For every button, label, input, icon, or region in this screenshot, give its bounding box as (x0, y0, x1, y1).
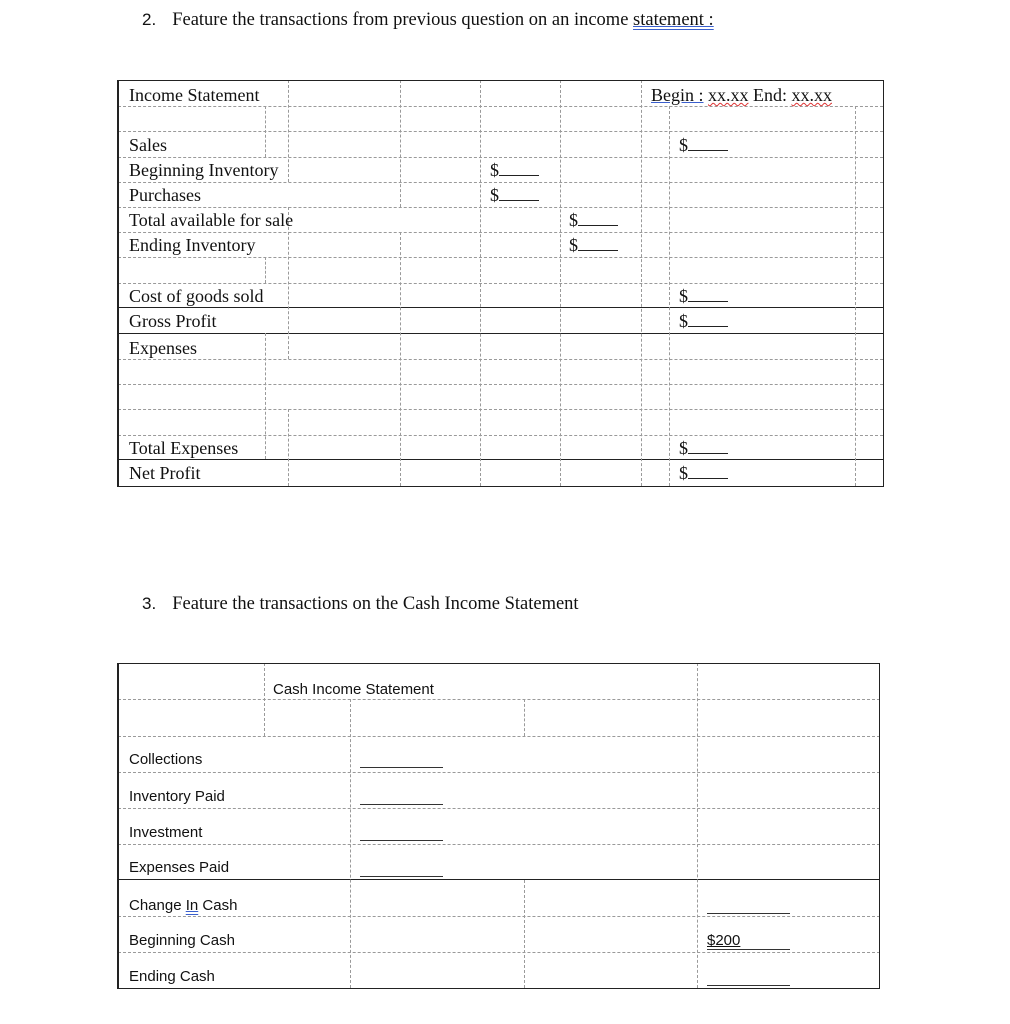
begin-value: xx.xx (708, 85, 749, 105)
row-label-inventory-paid: Inventory Paid (129, 788, 225, 805)
row-label-change-in-cash: Change In Cash (129, 897, 238, 914)
row-label-beginning-inventory: Beginning Inventory (129, 160, 279, 180)
end-label: End: (753, 85, 787, 105)
gross-profit-amount-field[interactable]: $ (679, 310, 728, 332)
row-label-expenses: Expenses (129, 338, 197, 358)
begin-label: Begin : (651, 85, 704, 105)
income-statement-title: Income Statement (129, 85, 260, 105)
row-label-investment: Investment (129, 824, 203, 841)
inventory-paid-amount-field[interactable] (360, 804, 443, 805)
row-label-net-profit: Net Profit (129, 463, 201, 483)
cogs-amount-field[interactable]: $ (679, 285, 728, 307)
collections-amount-field[interactable] (360, 767, 443, 768)
purchases-amount-field[interactable]: $ (490, 184, 539, 206)
row-label-beginning-cash: Beginning Cash (129, 932, 235, 949)
beginning-inventory-amount-field[interactable]: $ (490, 159, 539, 181)
sales-amount-field[interactable]: $ (679, 134, 728, 156)
beginning-cash-value: $200 (707, 932, 741, 949)
row-label-purchases: Purchases (129, 185, 201, 205)
ending-inventory-amount-field[interactable]: $ (569, 234, 618, 256)
row-label-ending-cash: Ending Cash (129, 968, 215, 985)
question-3-number: 3. (142, 594, 157, 613)
end-value: xx.xx (791, 85, 832, 105)
row-label-total-available: Total available for sale (129, 210, 294, 230)
row-label-collections: Collections (129, 751, 203, 768)
row-label-expenses-paid: Expenses Paid (129, 859, 230, 876)
expenses-paid-amount-field[interactable] (360, 876, 443, 877)
investment-amount-field[interactable] (360, 840, 443, 841)
row-label-cogs: Cost of goods sold (129, 286, 264, 306)
row-label-total-expenses: Total Expenses (129, 438, 239, 458)
ending-cash-amount-field[interactable] (707, 985, 790, 986)
row-label-ending-inventory: Ending Inventory (129, 235, 256, 255)
total-available-amount-field[interactable]: $ (569, 209, 618, 231)
change-in-cash-amount-field[interactable] (707, 913, 790, 914)
question-2-heading (142, 10, 714, 31)
row-label-gross-profit: Gross Profit (129, 311, 217, 331)
income-table-border (117, 80, 884, 487)
period-range (651, 84, 832, 106)
total-expenses-amount-field[interactable]: $ (679, 437, 728, 459)
question-2-number: 2. (142, 10, 157, 29)
row-label-sales: Sales (129, 135, 167, 155)
question-3-text: Feature the transactions on the Cash Income Statement (172, 594, 579, 614)
cash-statement-title: Cash Income Statement (273, 681, 434, 698)
beginning-cash-amount-field[interactable] (707, 932, 790, 950)
net-profit-amount-field[interactable]: $ (679, 462, 728, 484)
question-3-heading (142, 594, 579, 615)
statement-word: statement : (633, 10, 714, 30)
question-2-text: Feature the transactions from previous question on an income statement : (172, 10, 714, 30)
